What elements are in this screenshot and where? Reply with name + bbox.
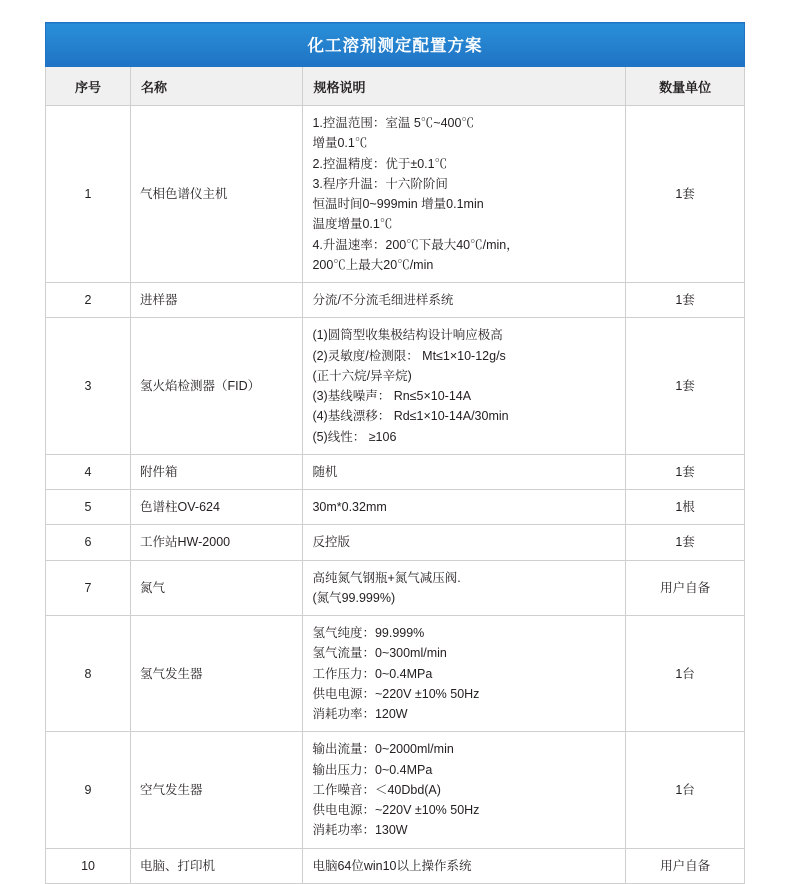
row-name: 空气发生器 <box>131 732 303 848</box>
row-unit: 1套 <box>626 454 745 489</box>
row-spec <box>303 616 626 732</box>
spec-line: 消耗功率：130W <box>312 823 408 838</box>
row-unit: 1台 <box>626 732 745 848</box>
spec-line: (正十六烷/异辛烷) <box>312 368 412 383</box>
row-name: 氮气 <box>131 560 303 616</box>
row-spec <box>303 560 626 616</box>
table-row <box>46 560 745 616</box>
spec-line: 工作压力：0~0.4MPa <box>312 666 433 681</box>
spec-line: 输出压力：0~0.4MPa <box>312 762 433 777</box>
row-name: 气相色谱仪主机 <box>131 106 303 283</box>
spec-line: 高纯氮气钢瓶+氮气减压阀. <box>312 570 461 585</box>
spec-line: 4.升温速率：200℃下最大40℃/min， <box>312 237 519 252</box>
column-header-spec: 规格说明 <box>303 67 626 106</box>
row-index: 7 <box>46 560 131 616</box>
table-title-row <box>46 23 745 67</box>
table-row <box>46 525 745 560</box>
column-header-unit: 数量单位 <box>626 67 745 106</box>
table-row <box>46 318 745 455</box>
row-unit: 1套 <box>626 318 745 455</box>
spec-line: 温度增量0.1℃ <box>312 217 393 232</box>
row-unit: 1套 <box>626 106 745 283</box>
row-index: 3 <box>46 318 131 455</box>
row-index: 8 <box>46 616 131 732</box>
row-spec <box>303 454 626 489</box>
spec-line: 工作噪音：＜40Dbd(A) <box>312 782 441 797</box>
spec-line: 2.控温精度：优于±0.1℃ <box>312 156 448 171</box>
row-name: 进样器 <box>131 283 303 318</box>
row-index: 9 <box>46 732 131 848</box>
row-spec <box>303 848 626 883</box>
spec-line: 输出流量：0~2000ml/min <box>312 742 454 757</box>
spec-line: 增量0.1℃ <box>312 136 368 151</box>
spec-line: 恒温时间0~999min 增量0.1min <box>312 197 484 211</box>
spec-line: 3.程序升温：十六阶阶间 <box>312 176 448 191</box>
row-unit: 用户自备 <box>626 560 745 616</box>
table-header-row <box>46 67 745 106</box>
row-name: 氢火焰检测器（FID） <box>131 318 303 455</box>
row-index: 10 <box>46 848 131 883</box>
row-unit: 1套 <box>626 283 745 318</box>
row-index: 1 <box>46 106 131 283</box>
spec-line: 电脑64位win10以上操作系统 <box>312 858 472 873</box>
column-header-name: 名称 <box>131 67 303 106</box>
spec-line: 200℃上最大20℃/min <box>312 257 434 272</box>
row-unit: 1套 <box>626 525 745 560</box>
row-spec <box>303 490 626 525</box>
spec-line: 供电电源：~220V ±10% 50Hz <box>312 803 480 817</box>
row-unit: 1根 <box>626 490 745 525</box>
table-row <box>46 732 745 848</box>
spec-line: 供电电源：~220V ±10% 50Hz <box>312 686 480 701</box>
spec-line: (1)圆筒型收集极结构设计响应极高 <box>312 328 503 343</box>
table-row <box>46 490 745 525</box>
row-name: 附件箱 <box>131 454 303 489</box>
spec-line: 30m*0.32mm <box>312 500 387 514</box>
spec-line: (4)基线漂移： Rd≤1×10-14A/30min <box>312 409 509 424</box>
row-name: 色谱柱OV-624 <box>131 490 303 525</box>
spec-line: 消耗功率：120W <box>312 707 408 721</box>
table-row <box>46 106 745 283</box>
row-spec <box>303 318 626 455</box>
row-index: 2 <box>46 283 131 318</box>
row-index: 5 <box>46 490 131 525</box>
spec-line: (3)基线噪声： Rn≤5×10-14A <box>312 389 472 403</box>
table-row <box>46 283 745 318</box>
spec-line: 氢气流量：0~300ml/min <box>312 646 447 661</box>
specification-table <box>45 22 745 884</box>
row-name: 工作站HW-2000 <box>131 525 303 560</box>
row-spec <box>303 525 626 560</box>
row-spec <box>303 283 626 318</box>
spec-line: 随机 <box>312 464 338 479</box>
row-index: 6 <box>46 525 131 560</box>
row-unit: 1台 <box>626 616 745 732</box>
spec-line: (5)线性： ≥106 <box>312 429 397 444</box>
row-unit: 用户自备 <box>626 848 745 883</box>
table-body <box>46 23 745 884</box>
table-row <box>46 616 745 732</box>
spec-line: 1.控温范围：室温 5℃~400℃ <box>312 116 474 130</box>
column-header-index: 序号 <box>46 67 131 106</box>
spec-line: 反控版 <box>312 535 350 550</box>
row-name: 电脑、打印机 <box>131 848 303 883</box>
spec-line: (氮气99.999%) <box>312 590 396 605</box>
spec-line: 分流/不分流毛细进样系统 <box>312 293 454 307</box>
spec-line: 氢气纯度：99.999% <box>312 626 425 640</box>
row-spec <box>303 732 626 848</box>
table-row <box>46 454 745 489</box>
row-spec <box>303 106 626 283</box>
table-row <box>46 848 745 883</box>
spec-line: (2)灵敏度/检测限： Mt≤1×10-12g/s <box>312 348 506 363</box>
row-index: 4 <box>46 454 131 489</box>
table-title: 化工溶剂测定配置方案 <box>46 23 745 67</box>
row-name: 氢气发生器 <box>131 616 303 732</box>
